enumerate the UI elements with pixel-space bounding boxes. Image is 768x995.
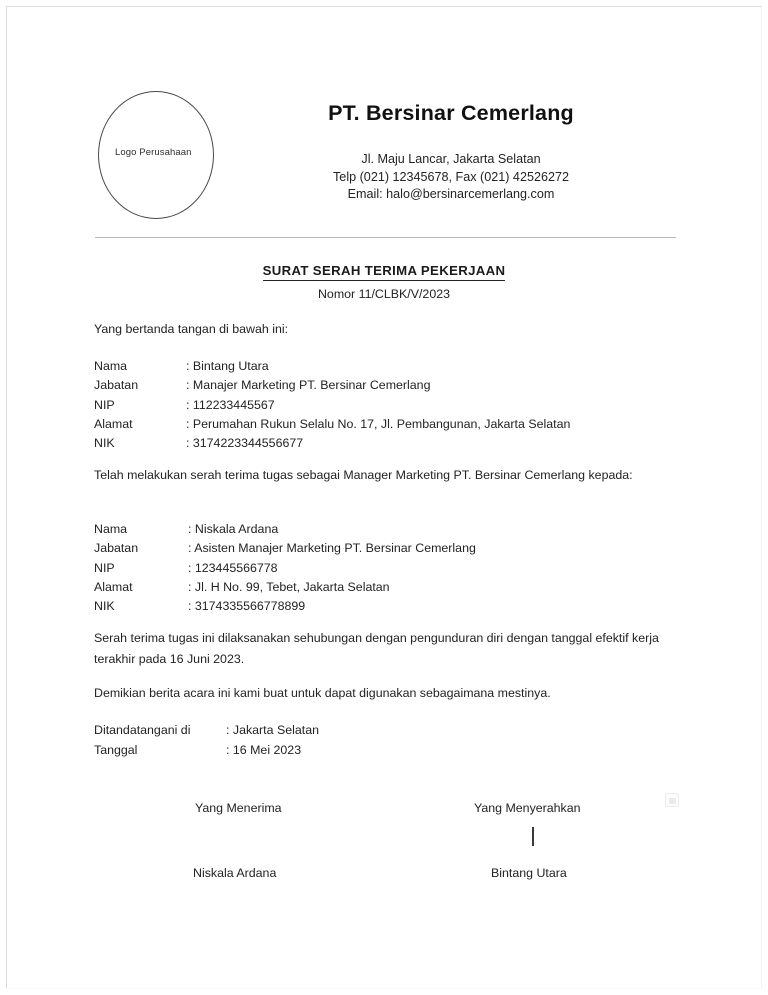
detail-row: [94, 520, 476, 539]
detail-label: Nama: [94, 522, 128, 536]
closing-paragraph: Demikian berita acara ini kami buat untuk dapat digunakan sebagaimana mestinya.: [94, 686, 551, 700]
party-receiver-details: [94, 520, 476, 616]
reason-paragraph: Serah terima tugas ini dilaksanakan sehubungan dengan pengunduran diri dengan tanggal efektif kerja terakhir pada 16 Juni 2023.: [94, 631, 659, 666]
detail-row: [94, 357, 570, 376]
letterhead: [0, 0, 768, 240]
document-title-block: [0, 262, 768, 302]
signing-meta: [94, 721, 319, 760]
detail-row: [94, 396, 570, 415]
signature-name-giver: Bintang Utara: [491, 866, 567, 880]
handwritten-signature-mark: [532, 827, 534, 846]
detail-row: [94, 376, 570, 395]
company-logo-placeholder: [98, 91, 214, 219]
detail-row: [94, 578, 476, 597]
company-email: Email: halo@bersinarcemerlang.com: [347, 187, 555, 201]
company-contact: [216, 151, 686, 204]
document-title: SURAT SERAH TERIMA PEKERJAAN: [263, 263, 506, 281]
company-address: Jl. Maju Lancar, Jakarta Selatan: [361, 152, 541, 166]
signature-area: [0, 800, 768, 900]
signature-role-giver: Yang Menyerahkan: [474, 801, 581, 815]
detail-label: Alamat: [94, 579, 133, 594]
detail-value: : Asisten Manajer Marketing PT. Bersinar Cemerlang: [188, 541, 476, 556]
detail-label: Ditandatangani di: [94, 723, 191, 737]
document-number: Nomor 11/CLBK/V/2023: [317, 287, 450, 301]
signature-role-receiver: Yang Menerima: [195, 801, 282, 815]
detail-value: : Niskala Ardana: [188, 522, 279, 536]
detail-row: [94, 559, 476, 578]
detail-value: : 112233445567: [186, 397, 275, 412]
detail-row: [94, 597, 476, 616]
detail-value: : 3174223344556677: [186, 436, 304, 451]
logo-caption: Logo Perusahaan: [115, 147, 192, 158]
detail-value: : Jakarta Selatan: [226, 723, 319, 737]
detail-label: NIP: [94, 397, 115, 412]
detail-label: NIK: [94, 436, 115, 451]
small-box-icon[interactable]: [665, 793, 679, 807]
detail-row: [94, 434, 570, 453]
detail-value: : 16 Mei 2023: [226, 742, 302, 757]
detail-value: : 123445566778: [188, 560, 278, 575]
header-divider: [95, 237, 676, 238]
company-info: [216, 100, 686, 204]
detail-row: [94, 741, 319, 761]
handover-statement: Telah melakukan serah terima tugas sebagai Manager Marketing PT. Bersinar Cemerlang kepada:: [94, 468, 633, 482]
detail-label: Jabatan: [94, 541, 139, 556]
detail-row: [94, 539, 476, 558]
small-box-glyph: [669, 798, 676, 804]
party-giver-details: [94, 357, 570, 453]
detail-value: : Manajer Marketing PT. Bersinar Cemerlang: [186, 378, 431, 393]
detail-label: NIK: [94, 599, 115, 614]
detail-label: Nama: [94, 359, 128, 373]
intro-line: Yang bertanda tangan di bawah ini:: [94, 322, 289, 336]
detail-label: Jabatan: [94, 378, 139, 393]
detail-value: : Bintang Utara: [186, 359, 269, 373]
detail-label: Tanggal: [94, 742, 138, 757]
detail-label: Alamat: [94, 416, 133, 431]
detail-value: : Jl. H No. 99, Tebet, Jakarta Selatan: [188, 579, 390, 594]
company-name: PT. Bersinar Cemerlang: [328, 101, 574, 125]
signature-name-receiver: Niskala Ardana: [193, 866, 277, 880]
detail-row: [94, 415, 570, 434]
detail-value: : Perumahan Rukun Selalu No. 17, Jl. Pembangunan, Jakarta Selatan: [186, 416, 571, 431]
detail-value: : 3174335566778899: [188, 599, 306, 614]
detail-label: NIP: [94, 560, 115, 575]
company-phone: Telp (021) 12345678, Fax (021) 42526272: [333, 169, 569, 184]
detail-row: [94, 721, 319, 741]
